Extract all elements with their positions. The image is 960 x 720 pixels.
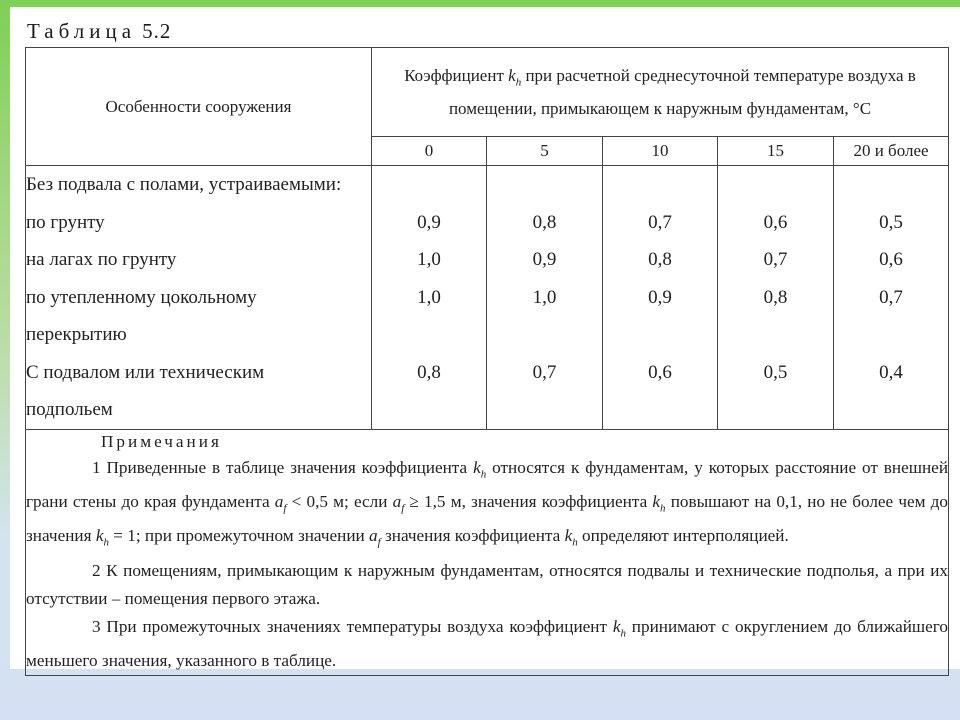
- notes-heading: Примечания: [101, 431, 222, 451]
- temp-header-10: 10: [603, 137, 718, 166]
- coefficient-table: [25, 47, 949, 676]
- desc-line: по грунту: [26, 211, 105, 233]
- notes-cell: [26, 429, 949, 676]
- value-cell: 1,0: [417, 286, 441, 308]
- values-column-0: [372, 166, 487, 430]
- values-column-15: [718, 166, 834, 430]
- values-column-20: [834, 166, 949, 430]
- value-cell: 0,7: [648, 211, 672, 233]
- caption-number: 5.2: [142, 19, 172, 43]
- desc-line: подпольем: [26, 399, 113, 420]
- body-row: [26, 166, 949, 430]
- value-cell: 0,9: [648, 286, 672, 308]
- document-page: [10, 7, 960, 669]
- value-cell: 0,6: [763, 211, 788, 233]
- desc-line: на лагах по грунту: [26, 249, 177, 270]
- temp-header-0: 0: [372, 137, 487, 166]
- temp-header-5: 5: [487, 137, 603, 166]
- note-2: 2 К помещениям, примыкающим к наружным фундаментам, относятся подвалы и технические подполья, а при их отсутствии – помещения первого этажа.: [26, 560, 949, 608]
- value-cell: 0,4: [879, 361, 903, 383]
- desc-line: перекрытию: [26, 324, 127, 345]
- coef-header-after: при расчетной среднесуточной температуре воздуха в помещении, примыкающем к наружным фундаментам, °С: [448, 66, 916, 118]
- desc-line: Без подвала с полами, устраиваемыми:: [26, 174, 342, 195]
- value-cell: 0,9: [532, 249, 557, 270]
- value-cell: 0,5: [879, 211, 903, 233]
- notes-row: [26, 429, 949, 676]
- temp-header-15: 15: [718, 137, 834, 166]
- values-column-5: [487, 166, 603, 430]
- value-cell: 1,0: [417, 249, 441, 270]
- value-cell: 0,6: [648, 361, 672, 383]
- coef-header-sub: h: [515, 76, 522, 89]
- coefficient-header: [372, 48, 949, 137]
- coef-header-k: k: [508, 66, 516, 86]
- features-header: Особенности сооружения: [26, 48, 372, 166]
- value-cell: 0,8: [417, 361, 441, 383]
- value-cell: 0,7: [532, 361, 557, 383]
- value-cell: 0,7: [879, 286, 903, 308]
- desc-line: С подвалом или техническим: [26, 361, 265, 383]
- value-cell: 0,7: [763, 249, 788, 270]
- value-cell: 1,0: [532, 286, 557, 308]
- values-column-10: [603, 166, 718, 430]
- value-cell: 0,8: [532, 211, 557, 233]
- caption-label: Таблица: [27, 19, 137, 43]
- desc-line: по утепленному цокольному: [26, 286, 257, 308]
- coef-header-before: Коэффициент: [404, 66, 509, 86]
- temp-header-20: 20 и более: [834, 137, 949, 166]
- header-row: [26, 48, 949, 137]
- value-cell: 0,8: [648, 249, 672, 270]
- table-caption: [27, 19, 171, 44]
- value-cell: 0,9: [417, 211, 441, 233]
- value-cell: 0,8: [763, 286, 788, 308]
- value-cell: 0,6: [879, 249, 903, 270]
- note-1: 1 Приведенные в таблице значения коэффициента $k_h$ относятся к фундаментам, у которых расстояние от внешней грани стены до края фундамента $a_f < 0,5$ м; если $a_f \ge 1,5$ м, значения коэффициента $k_h$ повышают на 0,1, но не более чем до значения $k_h = 1$; при промежуточном значении $a_f$ значения коэффициента $k_h$ определяют интерполяцией.: [26, 457, 949, 549]
- value-cell: 0,5: [763, 361, 788, 383]
- description-column: [26, 166, 372, 430]
- note-3: 3 При промежуточных значениях температуры воздуха коэффициент $k_h$ принимают с округлением до ближайшего меньшего значения, указанного в таблице.: [26, 616, 948, 671]
